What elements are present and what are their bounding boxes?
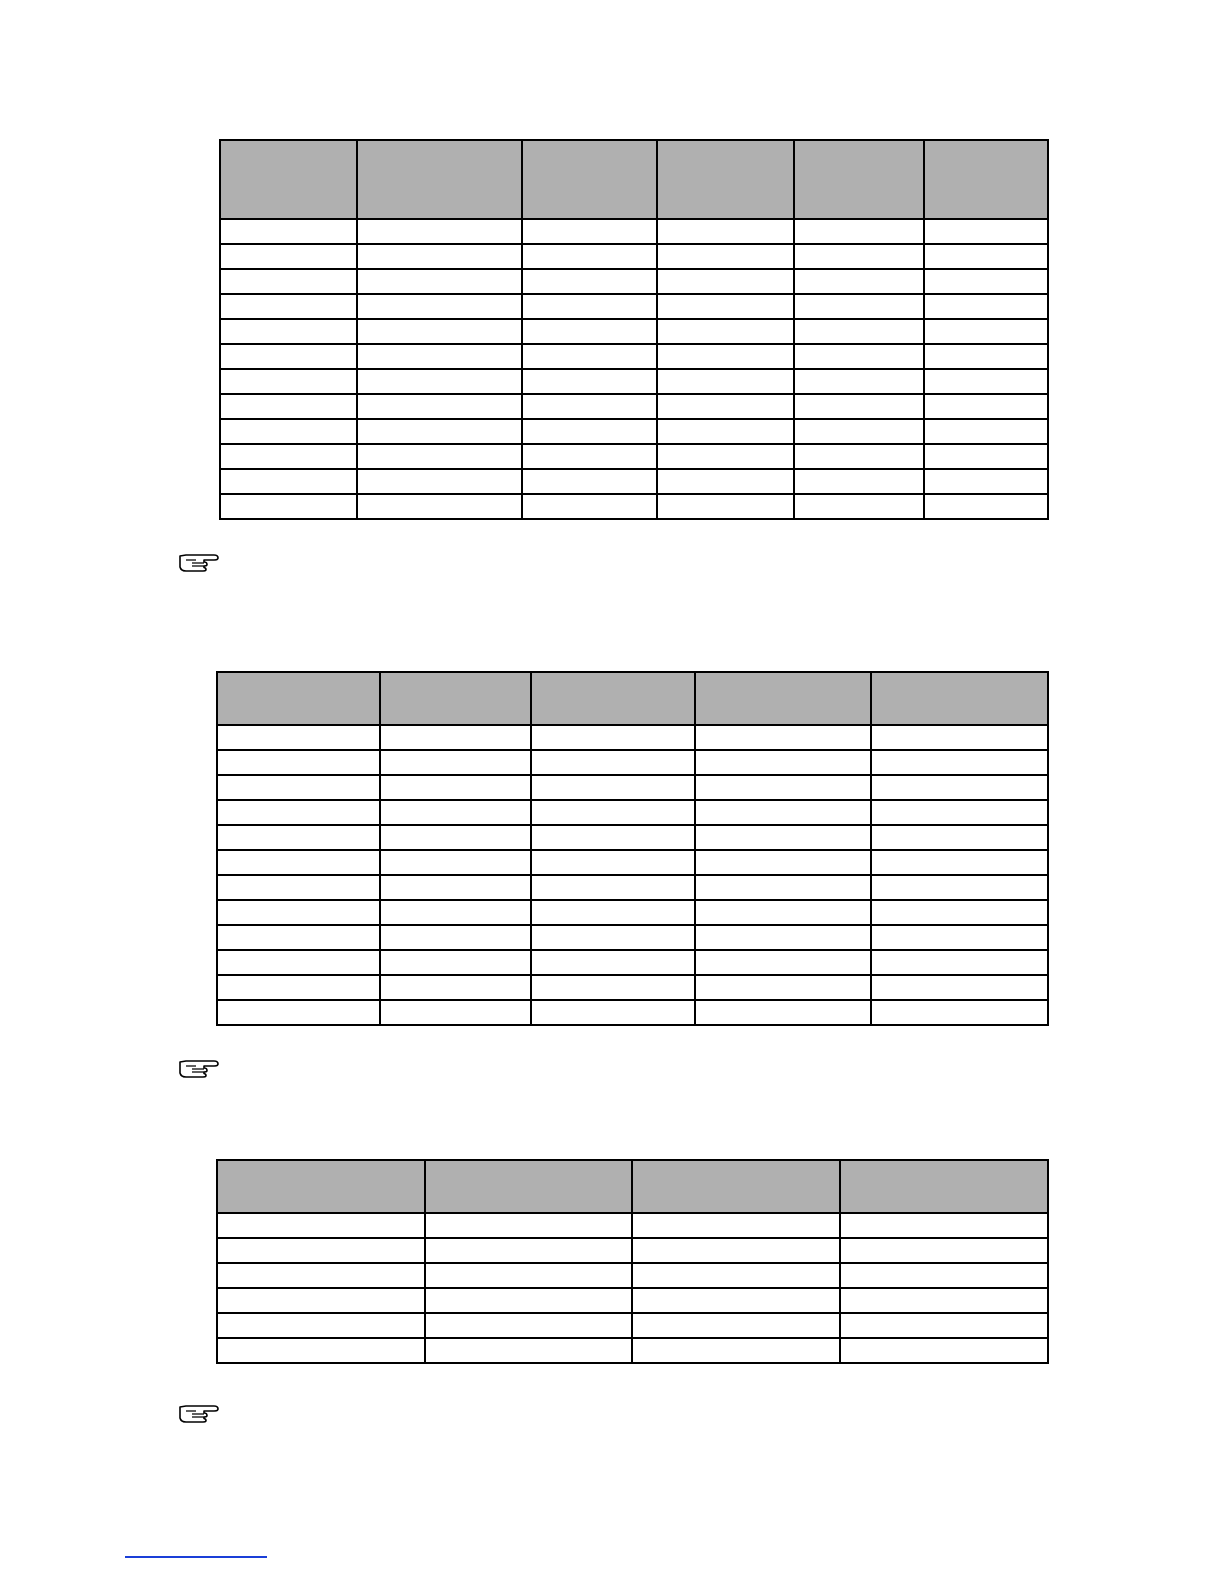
table-cell [380,900,531,925]
table-cell [794,244,924,269]
header-cell [871,672,1048,725]
table-cell [695,850,871,875]
table-cell [657,269,794,294]
table-cell [794,319,924,344]
table-cell [217,975,380,1000]
table-cell [924,394,1048,419]
table-row [220,344,1048,369]
header-cell [220,140,357,219]
table-cell [217,900,380,925]
table-cell [522,244,657,269]
table-cell [794,419,924,444]
table-row [217,1213,1048,1238]
table-cell [871,875,1048,900]
table-cell [217,875,380,900]
table-row [217,775,1048,800]
table-cell [871,850,1048,875]
table-cell [380,975,531,1000]
header-cell [217,672,380,725]
table-cell [695,725,871,750]
table-cell [217,1288,425,1313]
table-cell [522,319,657,344]
table-cell [357,469,522,494]
table-cell [217,725,380,750]
header-cell [840,1160,1048,1213]
table-cell [924,369,1048,394]
table-cell [657,369,794,394]
table-cell [380,1000,531,1025]
table-cell [220,344,357,369]
table-cell [380,950,531,975]
table-cell [531,925,695,950]
header-cell [425,1160,632,1213]
table-row [217,1338,1048,1363]
table-row [217,1288,1048,1313]
table-cell [522,294,657,319]
table-cell [657,444,794,469]
table-cell [840,1288,1048,1313]
pointing-hand-icon [178,1403,220,1425]
table-row [217,950,1048,975]
table-cell [794,394,924,419]
header-cell [794,140,924,219]
table-cell [357,494,522,519]
table-cell [357,294,522,319]
table-cell [425,1288,632,1313]
table-cell [924,494,1048,519]
table-cell [924,344,1048,369]
table-cell [871,975,1048,1000]
table-cell [217,1338,425,1363]
table-header-row [217,1160,1048,1213]
table-cell [217,1313,425,1338]
table-cell [217,800,380,825]
table-cell [357,394,522,419]
table-cell [871,950,1048,975]
table-cell [657,219,794,244]
table-cell [531,875,695,900]
header-cell [657,140,794,219]
table-cell [522,469,657,494]
table-row [220,494,1048,519]
table-cell [220,294,357,319]
table-cell [425,1263,632,1288]
table-cell [695,900,871,925]
table-row [220,319,1048,344]
table-row [217,750,1048,775]
table-cell [632,1213,840,1238]
table-cell [794,294,924,319]
table-cell [924,294,1048,319]
table-cell [357,419,522,444]
table-row [220,444,1048,469]
table-cell [695,950,871,975]
pointing-hand-icon [178,552,220,574]
table-cell [531,850,695,875]
table-cell [380,925,531,950]
table-cell [531,900,695,925]
table-cell [871,900,1048,925]
table-cell [380,825,531,850]
table-cell [220,369,357,394]
table-row [217,1238,1048,1263]
table-row [220,294,1048,319]
table-cell [522,219,657,244]
table-row [220,419,1048,444]
table-cell [531,825,695,850]
table-cell [632,1313,840,1338]
table-cell [871,800,1048,825]
table-row [217,900,1048,925]
table-cell [924,269,1048,294]
table-cell [531,775,695,800]
table-2 [216,671,1049,1026]
table-cell [357,344,522,369]
table-cell [657,319,794,344]
table-cell [522,494,657,519]
table-cell [794,444,924,469]
table-cell [522,369,657,394]
table-cell [531,950,695,975]
table-cell [425,1338,632,1363]
table-row [217,800,1048,825]
table-cell [871,725,1048,750]
table-cell [531,750,695,775]
table-3 [216,1159,1049,1364]
table-header-row [217,672,1048,725]
table-row [217,825,1048,850]
table-cell [632,1338,840,1363]
table-cell [217,1000,380,1025]
table-cell [522,419,657,444]
table-cell [924,419,1048,444]
table-cell [217,1238,425,1263]
table-cell [220,219,357,244]
table-row [217,1313,1048,1338]
table-cell [425,1313,632,1338]
table-cell [217,925,380,950]
table-cell [217,1263,425,1288]
table-row [220,219,1048,244]
table-cell [220,494,357,519]
table-cell [357,219,522,244]
table-cell [217,950,380,975]
header-cell [357,140,522,219]
table-row [217,1263,1048,1288]
table-cell [357,444,522,469]
table-cell [217,850,380,875]
table-cell [380,850,531,875]
table-cell [924,469,1048,494]
table-row [220,244,1048,269]
table-cell [657,344,794,369]
table-cell [794,369,924,394]
header-cell [522,140,657,219]
table-cell [794,219,924,244]
table-cell [924,244,1048,269]
table-cell [871,1000,1048,1025]
table-cell [220,469,357,494]
table-cell [220,444,357,469]
table-cell [695,925,871,950]
table-cell [357,369,522,394]
table-cell [695,750,871,775]
table-cell [871,925,1048,950]
header-cell [695,672,871,725]
table-cell [657,394,794,419]
table-cell [531,1000,695,1025]
table-cell [425,1213,632,1238]
table-cell [357,269,522,294]
table-cell [425,1238,632,1263]
table-cell [657,419,794,444]
table-cell [695,775,871,800]
table-cell [217,1213,425,1238]
table-cell [380,750,531,775]
table-cell [840,1238,1048,1263]
table-cell [522,444,657,469]
table-cell [380,775,531,800]
table-row [217,850,1048,875]
table-cell [794,344,924,369]
table-cell [695,975,871,1000]
table-cell [357,319,522,344]
table-cell [871,775,1048,800]
table-cell [531,800,695,825]
table-cell [220,319,357,344]
table-cell [657,469,794,494]
footer-link-underline [125,1556,267,1558]
table-cell [217,775,380,800]
table-1 [219,139,1049,520]
table-cell [924,319,1048,344]
table-cell [794,469,924,494]
table-cell [217,750,380,775]
table-row [220,369,1048,394]
table-cell [695,875,871,900]
table-row [220,394,1048,419]
table-cell [522,344,657,369]
table-cell [924,444,1048,469]
table-cell [220,394,357,419]
table-cell [657,294,794,319]
table-cell [357,244,522,269]
table-cell [840,1213,1048,1238]
table-cell [871,750,1048,775]
table-cell [657,494,794,519]
table-cell [794,269,924,294]
table-cell [632,1238,840,1263]
pointing-hand-icon [178,1058,220,1080]
table-cell [522,394,657,419]
table-cell [695,800,871,825]
table-cell [380,875,531,900]
table-cell [840,1263,1048,1288]
header-cell [924,140,1048,219]
table-cell [794,494,924,519]
table-cell [695,825,871,850]
table-header-row [220,140,1048,219]
table-cell [657,244,794,269]
header-cell [217,1160,425,1213]
table-cell [632,1263,840,1288]
table-row [220,469,1048,494]
table-cell [871,825,1048,850]
table-row [217,975,1048,1000]
table-cell [220,419,357,444]
table-cell [217,825,380,850]
table-cell [380,800,531,825]
table-cell [531,725,695,750]
table-row [217,925,1048,950]
table-cell [695,1000,871,1025]
header-cell [531,672,695,725]
table-row [217,725,1048,750]
table-cell [522,269,657,294]
header-cell [632,1160,840,1213]
table-cell [220,269,357,294]
table-row [220,269,1048,294]
table-cell [531,975,695,1000]
header-cell [380,672,531,725]
table-cell [632,1288,840,1313]
table-row [217,1000,1048,1025]
table-cell [220,244,357,269]
table-cell [380,725,531,750]
table-row [217,875,1048,900]
table-cell [924,219,1048,244]
table-cell [840,1338,1048,1363]
table-cell [840,1313,1048,1338]
